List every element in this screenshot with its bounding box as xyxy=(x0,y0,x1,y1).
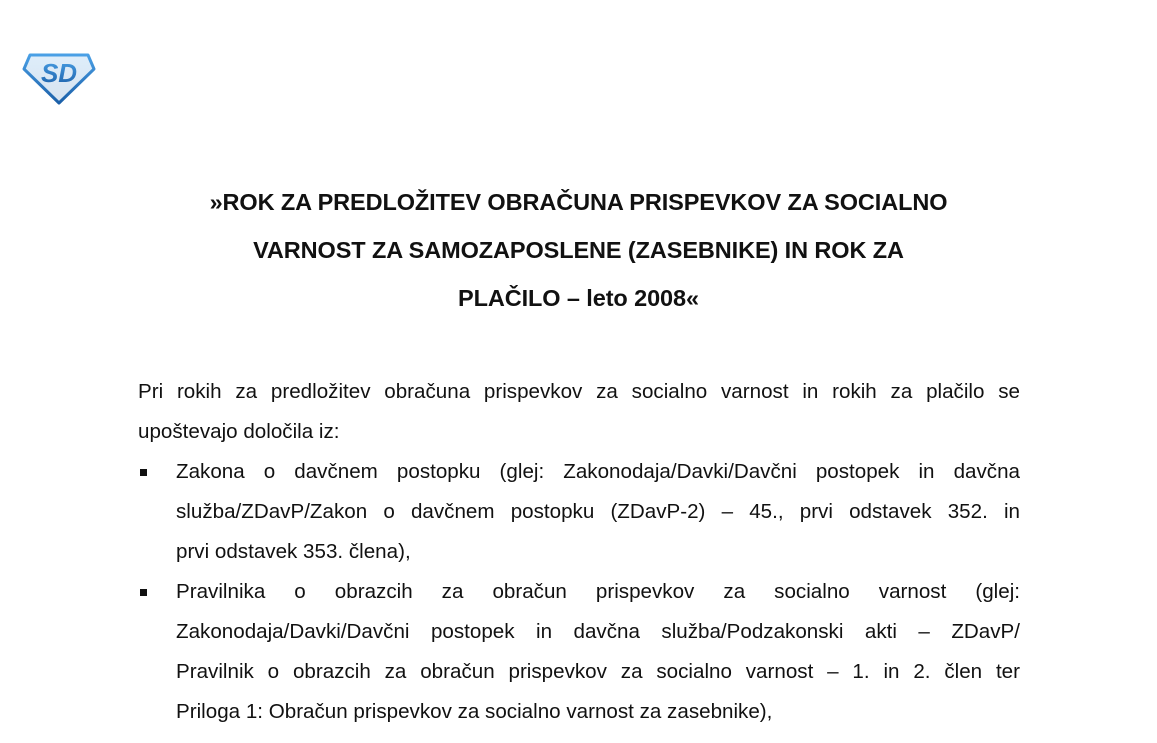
bullet-2-line-4: Priloga 1: Obračun prispevkov za socialno varnost za zasebnike), xyxy=(176,700,773,723)
document-body xyxy=(138,372,1020,732)
logo-shield-icon xyxy=(22,49,96,105)
intro-paragraph xyxy=(138,372,1020,452)
intro-line-1: Pri rokih za predložitev obračuna prispevkov za socialno varnost in rokih za plačilo se xyxy=(138,380,1020,403)
list-item xyxy=(138,572,1020,732)
bullet-1-line-1: Zakona o davčnem postopku (glej: Zakonodaja/Davki/Davčni postopek in davčna xyxy=(176,460,1020,483)
bullet-square-icon xyxy=(140,589,147,596)
title-line-3: PLAČILO – leto 2008« xyxy=(458,285,699,311)
logo-text: SD xyxy=(40,58,78,88)
logo xyxy=(22,49,96,105)
bullet-1-line-3: prvi odstavek 353. člena), xyxy=(176,540,411,563)
bullet-square-icon xyxy=(140,469,147,476)
bullet-2-line-2: Zakonodaja/Davki/Davčni postopek in davčna služba/Podzakonski akti – ZDavP/ xyxy=(176,620,1020,643)
bullet-1-line-2: služba/ZDavP/Zakon o davčnem postopku (ZDavP-2) – 45., prvi odstavek 352. in xyxy=(176,500,1020,523)
title-line-1: »ROK ZA PREDLOŽITEV OBRAČUNA PRISPEVKOV ZA SOCIALNO xyxy=(209,189,948,215)
bullet-list xyxy=(138,452,1020,732)
intro-line-2: upoštevajo določila iz: xyxy=(138,420,340,443)
document-title xyxy=(100,178,1057,322)
bullet-2-line-1: Pravilnika o obrazcih za obračun prispevkov za socialno varnost (glej: xyxy=(176,580,1020,603)
title-line-2: VARNOST ZA SAMOZAPOSLENE (ZASEBNIKE) IN ROK ZA xyxy=(253,237,904,263)
list-item xyxy=(138,452,1020,572)
bullet-2-line-3: Pravilnik o obrazcih za obračun prispevkov za socialno varnost – 1. in 2. člen ter xyxy=(176,660,1020,683)
